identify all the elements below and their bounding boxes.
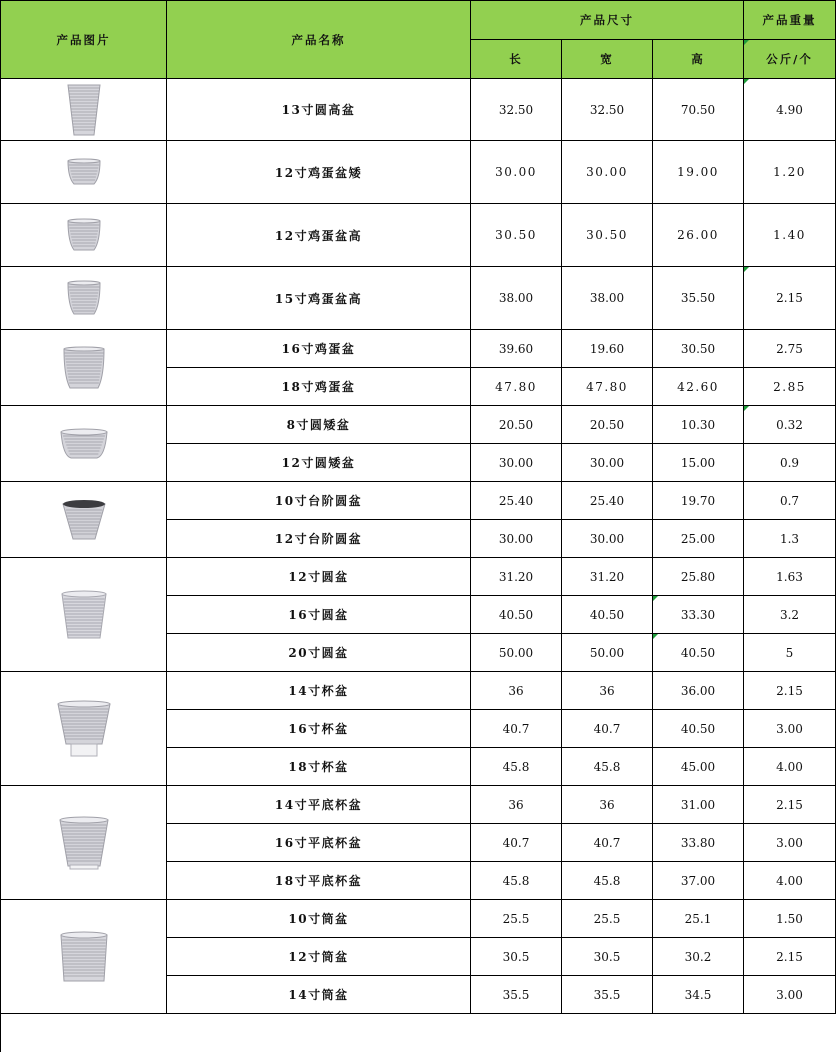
weight-cell: 1.40 (744, 204, 836, 267)
egg-pot-short-icon (66, 158, 102, 186)
egg-pot-tall-15-icon (66, 280, 102, 316)
height-cell: 36.00 (653, 672, 744, 710)
round-pot-icon (60, 590, 108, 640)
length-cell: 40.50 (471, 596, 562, 634)
weight-cell: 2.85 (744, 368, 836, 406)
length-cell: 30.00 (471, 444, 562, 482)
stepped-round-pot-icon (61, 499, 107, 541)
product-image-cell (1, 786, 167, 900)
product-image-cell (1, 330, 167, 406)
product-name-cell: 16寸圆盆 (167, 596, 471, 634)
weight-cell: 2.15 (744, 267, 836, 330)
header-width: 宽 (562, 40, 653, 79)
height-cell: 42.60 (653, 368, 744, 406)
header-weight: 产品重量 (744, 1, 836, 40)
product-name-cell: 16寸杯盆 (167, 710, 471, 748)
product-name-cell: 20寸圆盆 (167, 634, 471, 672)
flat-bottom-cup-pot-icon (58, 816, 110, 870)
product-image-cell (1, 204, 167, 267)
product-image-cell (1, 141, 167, 204)
height-cell: 19.00 (653, 141, 744, 204)
height-cell: 35.50 (653, 267, 744, 330)
height-cell: 10.30 (653, 406, 744, 444)
length-cell: 35.5 (471, 976, 562, 1014)
weight-cell: 0.7 (744, 482, 836, 520)
header-image: 产品图片 (1, 1, 167, 79)
product-name-cell: 13寸圆高盆 (167, 79, 471, 141)
weight-cell: 0.9 (744, 444, 836, 482)
product-name-cell: 12寸鸡蛋盆高 (167, 204, 471, 267)
cylinder-pot-icon (59, 931, 109, 983)
weight-cell: 2.75 (744, 330, 836, 368)
tall-round-pot-icon (66, 83, 102, 137)
product-name-cell: 14寸杯盆 (167, 672, 471, 710)
product-name-cell: 12寸台阶圆盆 (167, 520, 471, 558)
width-cell: 45.8 (562, 862, 653, 900)
length-cell: 45.8 (471, 748, 562, 786)
height-cell: 70.50 (653, 79, 744, 141)
height-cell: 25.80 (653, 558, 744, 596)
product-image-cell (1, 406, 167, 482)
width-cell: 30.00 (562, 444, 653, 482)
length-cell: 30.00 (471, 141, 562, 204)
length-cell: 40.7 (471, 824, 562, 862)
length-cell: 45.8 (471, 862, 562, 900)
weight-cell: 0.32 (744, 406, 836, 444)
length-cell: 39.60 (471, 330, 562, 368)
width-cell: 36 (562, 786, 653, 824)
height-cell: 30.50 (653, 330, 744, 368)
width-cell: 47.80 (562, 368, 653, 406)
width-cell: 32.50 (562, 79, 653, 141)
length-cell: 36 (471, 786, 562, 824)
weight-cell: 2.15 (744, 672, 836, 710)
header-size: 产品尺寸 (471, 1, 744, 40)
weight-cell: 1.63 (744, 558, 836, 596)
weight-cell: 1.20 (744, 141, 836, 204)
cup-pot-icon (56, 700, 112, 758)
width-cell: 40.50 (562, 596, 653, 634)
height-cell: 40.50 (653, 634, 744, 672)
egg-pot-icon (62, 346, 106, 390)
weight-cell: 5 (744, 634, 836, 672)
width-cell: 36 (562, 672, 653, 710)
header-weight-unit: 公斤/个 (744, 40, 836, 79)
length-cell: 47.80 (471, 368, 562, 406)
length-cell: 25.5 (471, 900, 562, 938)
height-cell: 34.5 (653, 976, 744, 1014)
product-name-cell: 10寸台阶圆盆 (167, 482, 471, 520)
product-name-cell: 18寸鸡蛋盆 (167, 368, 471, 406)
length-cell: 30.5 (471, 938, 562, 976)
width-cell: 19.60 (562, 330, 653, 368)
product-image-cell (1, 79, 167, 141)
width-cell: 31.20 (562, 558, 653, 596)
weight-cell: 2.15 (744, 786, 836, 824)
width-cell: 30.50 (562, 204, 653, 267)
product-image-cell (1, 900, 167, 1014)
weight-cell: 4.00 (744, 862, 836, 900)
width-cell: 38.00 (562, 267, 653, 330)
weight-cell: 1.50 (744, 900, 836, 938)
product-name-cell: 12寸圆矮盆 (167, 444, 471, 482)
weight-cell: 3.00 (744, 824, 836, 862)
width-cell: 25.5 (562, 900, 653, 938)
weight-cell: 3.00 (744, 976, 836, 1014)
product-name-cell: 12寸鸡蛋盆矮 (167, 141, 471, 204)
length-cell: 50.00 (471, 634, 562, 672)
product-name-cell: 18寸杯盆 (167, 748, 471, 786)
weight-cell: 3.00 (744, 710, 836, 748)
weight-cell: 2.15 (744, 938, 836, 976)
header-name: 产品名称 (167, 1, 471, 79)
product-name-cell: 8寸圆矮盆 (167, 406, 471, 444)
length-cell: 40.7 (471, 710, 562, 748)
width-cell: 30.00 (562, 520, 653, 558)
weight-cell: 3.2 (744, 596, 836, 634)
width-cell: 50.00 (562, 634, 653, 672)
header-height: 高 (653, 40, 744, 79)
product-name-cell: 16寸鸡蛋盆 (167, 330, 471, 368)
height-cell: 25.1 (653, 900, 744, 938)
height-cell: 33.30 (653, 596, 744, 634)
length-cell: 31.20 (471, 558, 562, 596)
height-cell: 40.50 (653, 710, 744, 748)
height-cell: 19.70 (653, 482, 744, 520)
height-cell: 45.00 (653, 748, 744, 786)
height-cell: 31.00 (653, 786, 744, 824)
width-cell: 25.40 (562, 482, 653, 520)
weight-cell: 4.00 (744, 748, 836, 786)
product-name-cell: 18寸平底杯盆 (167, 862, 471, 900)
height-cell: 30.2 (653, 938, 744, 976)
weight-cell: 1.3 (744, 520, 836, 558)
product-name-cell: 16寸平底杯盆 (167, 824, 471, 862)
product-image-cell (1, 482, 167, 558)
height-cell: 26.00 (653, 204, 744, 267)
egg-pot-tall-icon (66, 218, 102, 252)
length-cell: 20.50 (471, 406, 562, 444)
product-image-cell (1, 672, 167, 786)
length-cell: 38.00 (471, 267, 562, 330)
length-cell: 30.50 (471, 204, 562, 267)
width-cell: 20.50 (562, 406, 653, 444)
round-short-pot-icon (59, 428, 109, 460)
product-name-cell: 14寸平底杯盆 (167, 786, 471, 824)
height-cell: 25.00 (653, 520, 744, 558)
product-image-cell (1, 267, 167, 330)
width-cell: 35.5 (562, 976, 653, 1014)
product-name-cell: 15寸鸡蛋盆高 (167, 267, 471, 330)
product-name-cell: 12寸筒盆 (167, 938, 471, 976)
weight-cell: 4.90 (744, 79, 836, 141)
length-cell: 30.00 (471, 520, 562, 558)
product-image-cell (1, 558, 167, 672)
height-cell: 37.00 (653, 862, 744, 900)
product-name-cell: 10寸筒盆 (167, 900, 471, 938)
length-cell: 32.50 (471, 79, 562, 141)
width-cell: 30.00 (562, 141, 653, 204)
width-cell: 40.7 (562, 710, 653, 748)
height-cell: 33.80 (653, 824, 744, 862)
width-cell: 30.5 (562, 938, 653, 976)
length-cell: 36 (471, 672, 562, 710)
width-cell: 40.7 (562, 824, 653, 862)
length-cell: 25.40 (471, 482, 562, 520)
product-name-cell: 12寸圆盆 (167, 558, 471, 596)
product-name-cell: 14寸筒盆 (167, 976, 471, 1014)
header-length: 长 (471, 40, 562, 79)
height-cell: 15.00 (653, 444, 744, 482)
width-cell: 45.8 (562, 748, 653, 786)
